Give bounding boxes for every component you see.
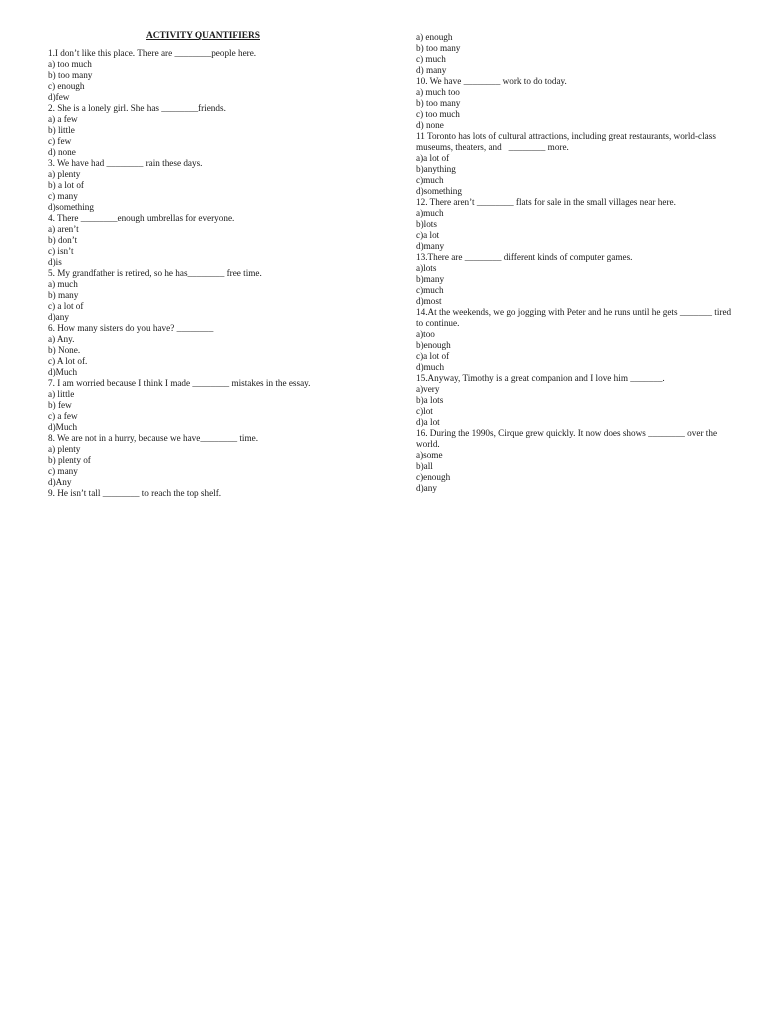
answer-option: c)a lot of bbox=[416, 351, 450, 361]
answer-option: c) A lot of. bbox=[48, 356, 88, 366]
question-text: 16. During the 1990s, Cirque grew quickly. It now does shows ________ over the world. bbox=[416, 428, 720, 449]
answer-option: d)something bbox=[48, 202, 94, 212]
answer-option: c) a lot of bbox=[48, 301, 84, 311]
answer-option: b) too many bbox=[416, 43, 461, 53]
left-item-list bbox=[48, 48, 378, 499]
answer-option: a)a lot of bbox=[416, 153, 450, 163]
question-text: 1.I don’t like this place. There are ________people here. bbox=[48, 48, 257, 58]
answer-option: c)much bbox=[416, 175, 444, 185]
answer-option: a) a few bbox=[48, 114, 78, 124]
answer-option: c)much bbox=[416, 285, 444, 295]
question-text: 15.Anyway, Timothy is a great companion and I love him _______. bbox=[416, 373, 665, 383]
answer-option: b) many bbox=[48, 290, 79, 300]
answer-option: c) many bbox=[48, 466, 78, 476]
answer-option: b)lots bbox=[416, 219, 437, 229]
question-text: 3. We have had ________ rain these days. bbox=[48, 158, 203, 168]
answer-option: d)few bbox=[48, 92, 70, 102]
answer-option: d)something bbox=[416, 186, 462, 196]
answer-option: d)a lot bbox=[416, 417, 440, 427]
answer-option: a) plenty bbox=[48, 169, 81, 179]
answer-option: b) too many bbox=[416, 98, 461, 108]
answer-option: a)much bbox=[416, 208, 444, 218]
answer-option: b) too many bbox=[48, 70, 93, 80]
answer-option: b)many bbox=[416, 274, 445, 284]
answer-option: b)all bbox=[416, 461, 433, 471]
right-column bbox=[416, 0, 738, 494]
answer-option: d)any bbox=[48, 312, 69, 322]
answer-option: b) None. bbox=[48, 345, 81, 355]
answer-option: c)lot bbox=[416, 406, 433, 416]
answer-option: b) plenty of bbox=[48, 455, 91, 465]
question-text: 2. She is a lonely girl. She has ________friends. bbox=[48, 103, 226, 113]
answer-option: b)anything bbox=[416, 164, 456, 174]
question-text: 11 Toronto has lots of cultural attractions, including great restaurants, world-class museums, theaters, and ________ more. bbox=[416, 131, 719, 152]
answer-option: d)Any bbox=[48, 477, 72, 487]
answer-option: d)many bbox=[416, 241, 445, 251]
answer-option: b) a lot of bbox=[48, 180, 84, 190]
answer-option: c) many bbox=[48, 191, 78, 201]
answer-option: b) little bbox=[48, 125, 75, 135]
answer-option: d) many bbox=[416, 65, 447, 75]
answer-option: c)a lot bbox=[416, 230, 440, 240]
answer-option: c) enough bbox=[48, 81, 85, 91]
answer-option: a)too bbox=[416, 329, 435, 339]
answer-option: d)Much bbox=[48, 367, 78, 377]
answer-option: d)is bbox=[48, 257, 62, 267]
answer-option: b)enough bbox=[416, 340, 451, 350]
answer-option: c) few bbox=[48, 136, 72, 146]
answer-option: d)much bbox=[416, 362, 445, 372]
question-text: 14.At the weekends, we go jogging with Peter and he runs until he gets _______ tired to continue. bbox=[416, 307, 734, 328]
question-text: 8. We are not in a hurry, because we have________ time. bbox=[48, 433, 258, 443]
answer-option: d)most bbox=[416, 296, 442, 306]
answer-option: c) a few bbox=[48, 411, 78, 421]
answer-option: d) none bbox=[416, 120, 444, 130]
question-text: 9. He isn’t tall ________ to reach the top shelf. bbox=[48, 488, 222, 498]
answer-option: c) isn’t bbox=[48, 246, 74, 256]
answer-option: d) none bbox=[48, 147, 76, 157]
answer-option: c) much bbox=[416, 54, 446, 64]
answer-option: b) few bbox=[48, 400, 72, 410]
answer-option: a)some bbox=[416, 450, 443, 460]
answer-option: c)enough bbox=[416, 472, 451, 482]
question-text: 4. There ________enough umbrellas for everyone. bbox=[48, 213, 235, 223]
answer-option: a) plenty bbox=[48, 444, 81, 454]
right-item-list bbox=[416, 32, 738, 494]
question-text: 13.There are ________ different kinds of computer games. bbox=[416, 252, 633, 262]
question-text: 7. I am worried because I think I made ________ mistakes in the essay. bbox=[48, 378, 311, 388]
answer-option: a) aren’t bbox=[48, 224, 79, 234]
question-text: 12. There aren’t ________ flats for sale in the small villages near here. bbox=[416, 197, 676, 207]
answer-option: c) too much bbox=[416, 109, 460, 119]
question-text: 6. How many sisters do you have? ________ bbox=[48, 323, 214, 333]
answer-option: a) enough bbox=[416, 32, 453, 42]
answer-option: b) don’t bbox=[48, 235, 78, 245]
left-column bbox=[48, 0, 378, 499]
answer-option: a) Any. bbox=[48, 334, 75, 344]
answer-option: a) too much bbox=[48, 59, 92, 69]
answer-option: b)a lots bbox=[416, 395, 444, 405]
question-text: 10. We have ________ work to do today. bbox=[416, 76, 567, 86]
answer-option: a) much too bbox=[416, 87, 460, 97]
document-title: ACTIVITY QUANTIFIERS bbox=[146, 31, 260, 41]
answer-option: d)any bbox=[416, 483, 437, 493]
answer-option: a)very bbox=[416, 384, 440, 394]
answer-option: a) much bbox=[48, 279, 78, 289]
question-text: 5. My grandfather is retired, so he has________ free time. bbox=[48, 268, 262, 278]
answer-option: a)lots bbox=[416, 263, 437, 273]
answer-option: a) little bbox=[48, 389, 75, 399]
answer-option: d)Much bbox=[48, 422, 78, 432]
